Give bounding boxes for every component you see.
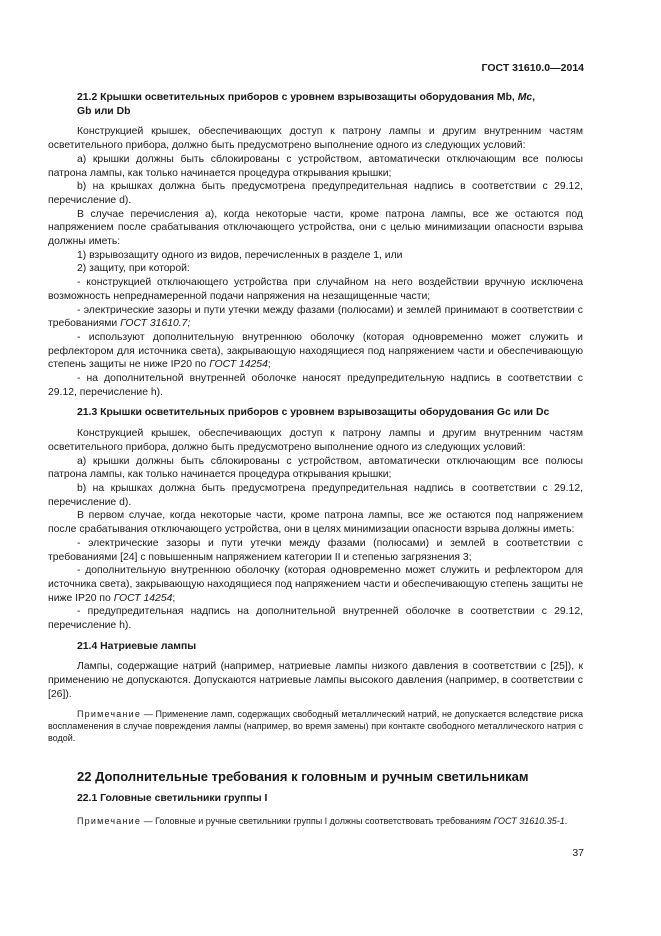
list-item: b) на крышках должна быть предусмотрена предупредительная надпись в соответствии с 29.12, перечисление d). [48,482,583,508]
list-item: - электрические зазоры и пути утечки между фазами (полюсами) и землей в соответствии с требованиями [24] с повышенным напряжением категории II и степенью загрязнения 3; [48,537,583,563]
paragraph: В случае перечисления а), когда некоторые части, кроме патрона лампы, все же остаются под напряжением после срабатывания отключающего устройства, они с целью минимизации опасности взрыва должны иметь: [48,208,583,248]
note: Примечание — Головные и ручные светильники группы I должны соответствовать требованиям ГОСТ 31610.35-1. [77,816,568,827]
list-item: - электрические зазоры и пути утечки между фазами (полюсами) и землей принимают в соответствии с требованиями ГОСТ 31610.7; [48,304,583,330]
list-item: b) на крышках должна быть предусмотрена предупредительная надпись в соответствии с 29.12, перечисление d). [48,181,583,206]
page-number: 37 [572,847,584,859]
list-item: - дополнительную внутреннюю оболочку (которая одновременно может служить и рефлектором для источника света), закрывающую находящиеся под напряжением части и обеспечивающую степень защиты не ниже IP20 по ГОСТ 14254; [48,565,583,604]
list-item: а) крышки должны быть сблокированы с устройством, автоматически отключающим все полюсы патрона лампы, как только начинается процедура открывания крышки; [48,455,583,481]
standard-reference: ГОСТ 31610.35-1 [493,816,565,827]
section-22-1-title: 22.1 Головные светильники группы I [77,792,268,804]
standard-header: ГОСТ 31610.0—2014 [481,62,584,74]
section-21-3-title: 21.3 Крышки осветительных приборов с уровнем взрывозащиты оборудования Gc или Dc [77,407,550,419]
list-item: - на дополнительной внутренней оболочке наносят предупредительную надпись в соответствии с 29.12, перечисление h). [48,373,583,398]
paragraph: В первом случае, когда некоторые части, кроме патрона лампы, все же остаются под напряжением после срабатывания отключающего устройства, они в целях минимизации опасности взрыва должны иметь: [48,510,583,536]
paragraph: Конструкцией крышек, обеспечивающих доступ к патрону лампы и другим внутренним частям осветительного прибора, должно быть предусмотрено выполнение одного из следующих условий: [48,126,583,152]
list-item: а) крышки должны быть сблокированы с устройством, автоматически отключающим все полюсы патрона лампы, как только начинается процедура открывания крышки; [48,153,583,179]
page-content [48,90,583,827]
paragraph: Лампы, содержащие натрий (например, натриевые лампы низкого давления в соответствии с [25]), к применению не допускаются. Допускаются натриевые лампы высокого давления (например, в соответствии с [26]). [48,661,583,700]
note-label: Примечание [77,708,142,719]
standard-reference: ГОСТ 14254 [209,359,268,371]
section-21-4-title: 21.4 Натриевые лампы [77,640,197,652]
list-item: 1) взрывозащиту одного из видов, перечисленных в разделе 1, или [77,249,403,261]
standard-reference: ГОСТ 31610.7; [120,318,191,330]
section-22-title: 22 Дополнительные требования к головным и ручным светильникам [77,768,529,784]
list-item: - предупредительная надпись на дополнительной внутренней оболочке в соответствии с 29.12, перечисление h). [48,606,583,632]
list-item: - используют дополнительную внутреннюю оболочку (которая одновременно может служить и рефлектором для источника света), закрывающую находящиеся под напряжением части и обеспечивающую степень защиты не ниже IP20 по ГОСТ 14254; [48,331,583,371]
list-item: - конструкцией отключающего устройства при случайном на него воздействии вручную исключена возможность непреднамеренной подачи напряжения на незащищенные части; [48,277,583,302]
note-label: Примечание [77,816,142,827]
paragraph: Конструкцией крышек, обеспечивающих доступ к патрону лампы и другим внутренним частям осветительного прибора, должно быть предусмотрено выполнение одного из следующих условий: [48,428,583,453]
note: Примечание — Применение ламп, содержащих свободный металлический натрий, не допускается вследствие риска воспламенения в случае повреждения лампы (например, во время замены) при контакте свободного металлического натрия с водой. [48,708,583,743]
list-item: 2) защиту, при которой: [77,263,190,275]
standard-reference: ГОСТ 14254 [113,592,173,604]
section-21-2-title-line2: Gb или Db [77,105,131,117]
section-21-2-title: 21.2 Крышки осветительных приборов с уровнем взрывозащиты оборудования Mb, Mc, [77,92,536,103]
